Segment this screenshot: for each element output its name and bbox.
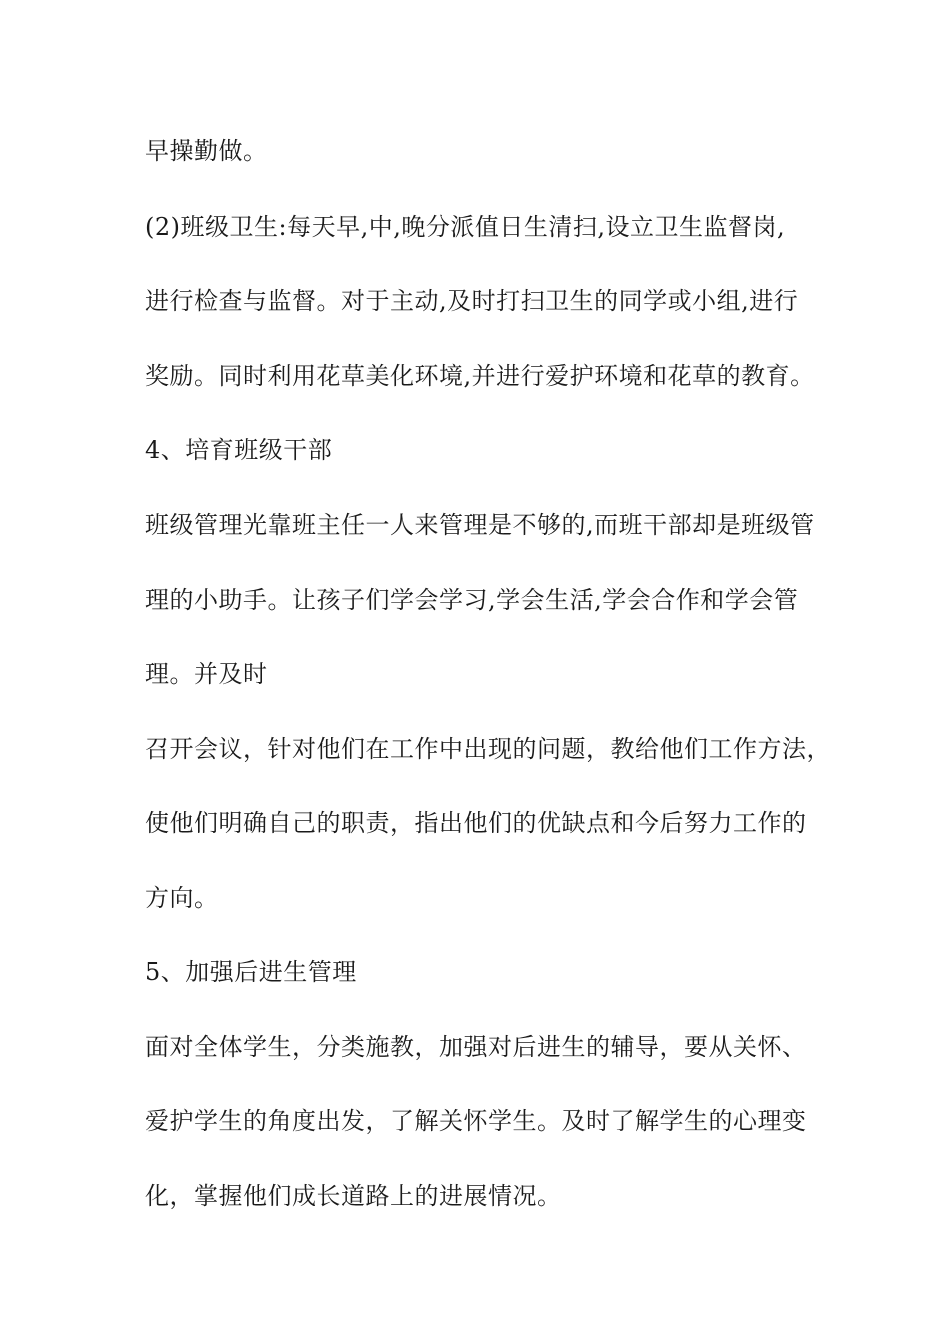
section-heading: 5、加强后进生管理 [145,958,357,986]
text-line: 早操勤做。 [145,137,268,165]
text-line: 班级管理光靠班主任一人来管理是不够的,而班干部却是班级管 [145,511,815,539]
text-line: 使他们明确自己的职责，指出他们的优缺点和今后努力工作的 [145,809,807,837]
text-line: 方向。 [145,884,219,912]
text-line: 理的小助手。让孩子们学会学习,学会生活,学会合作和学会管 [145,586,799,614]
text-line: 奖励。同时利用花草美化环境,并进行爱护环境和花草的教育。 [145,362,815,390]
text-line: 召开会议，针对他们在工作中出现的问题，教给他们工作方法， [145,735,831,763]
text-line: 面对全体学生，分类施教，加强对后进生的辅导，要从关怀、 [145,1033,807,1061]
text-line: 爱护学生的角度出发，了解关怀学生。及时了解学生的心理变 [145,1107,807,1135]
text-line: 理。并及时 [145,660,268,688]
text-line: 化，掌握他们成长道路上的进展情况。 [145,1182,562,1210]
text-line: 进行检查与监督。对于主动,及时打扫卫生的同学或小组,进行 [145,287,799,315]
text-line: (2)班级卫生:每天早,中,晚分派值日生清扫,设立卫生监督岗, [145,213,786,241]
section-heading: 4、培育班级干部 [145,436,333,464]
